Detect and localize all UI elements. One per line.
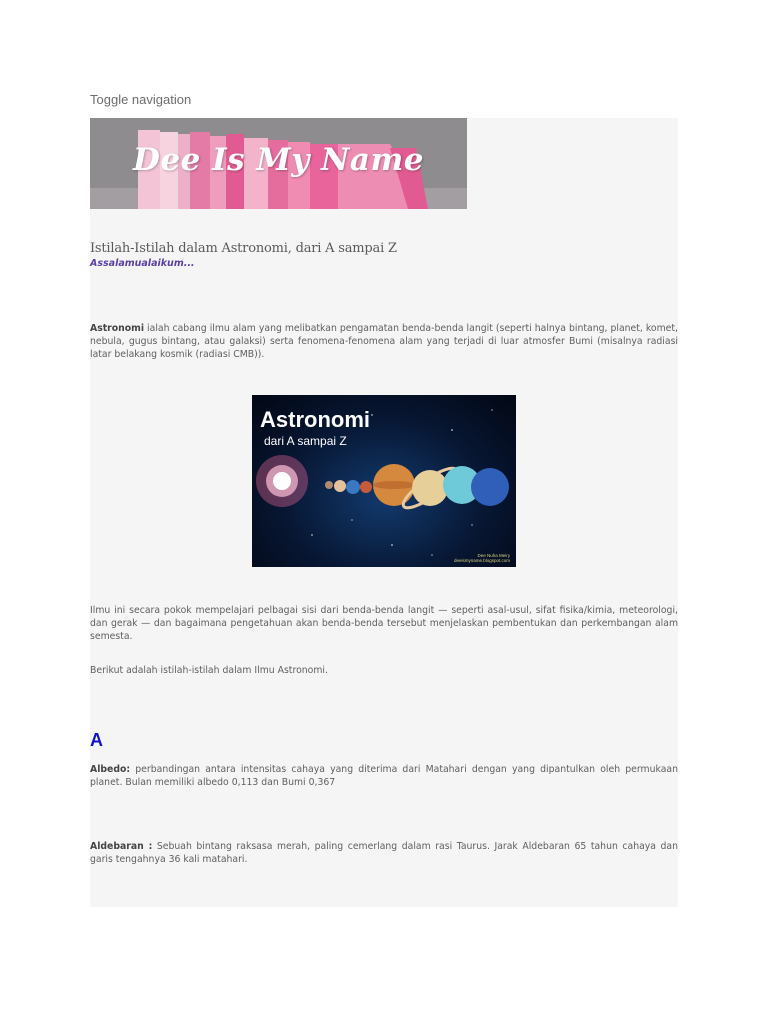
paragraph-3: Berikut adalah istilah-istilah dalam Ilmu Astronomi.	[90, 665, 328, 676]
greeting-text: Assalamualaikum...	[90, 258, 195, 269]
term-entry	[90, 840, 678, 866]
blog-header-banner[interactable]	[90, 118, 467, 209]
term-entry	[90, 763, 678, 789]
post-title: Istilah-Istilah dalam Astronomi, dari A sampai Z	[90, 241, 397, 256]
term-definition: perbandingan antara intensitas cahaya yang diterima dari Matahari dengan yang dipantulkan oleh permukaan planet. Bulan memiliki albedo 0,113 dan Bumi 0,367	[90, 764, 678, 788]
paragraph-2: Ilmu ini secara pokok mempelajari pelbagai sisi dari benda-benda langit — seperti asal-usul, sifat fisika/kimia, meteorologi, dan gerak — dan bagaimana pengetahuan akan benda-benda tersebut menjelaskan pembentukan dan perkembangan alam semesta.	[90, 605, 678, 642]
term-name: Albedo:	[90, 764, 131, 775]
image-credit	[454, 553, 510, 563]
term-definition: Sebuah bintang raksasa merah, paling cemerlang dalam rasi Taurus. Jarak Aldebaran 65 tahun cahaya dan garis tengahnya 36 kali matahari.	[90, 841, 679, 865]
intro-text: ialah cabang ilmu alam yang melibatkan pengamatan benda-benda langit (seperti halnya bintang, planet, komet, nebula, gugus bintang, atau galaksi) serta fenomena-fenomena alam yang terjadi di luar atmosfer Bumi (misalnya radiasi latar belakang kosmik (radiasi CMB)).	[90, 323, 678, 360]
image-credit-line2: deeismyname.blogspot.com	[453, 558, 510, 563]
image-credit-line1: Dee Nuha Meiry	[477, 553, 510, 558]
astronomy-illustration	[252, 395, 516, 567]
term-name: Aldebaran :	[90, 841, 153, 852]
image-title: Astronomi	[260, 407, 370, 432]
blog-title: Dee Is My Name	[133, 142, 424, 178]
section-heading-a: A	[90, 730, 103, 750]
intro-paragraph	[90, 322, 678, 361]
image-subtitle: dari A sampai Z	[264, 434, 347, 448]
toggle-navigation-link[interactable]: Toggle navigation	[90, 92, 192, 107]
intro-term: Astronomi	[90, 323, 145, 334]
post-content	[90, 118, 678, 907]
